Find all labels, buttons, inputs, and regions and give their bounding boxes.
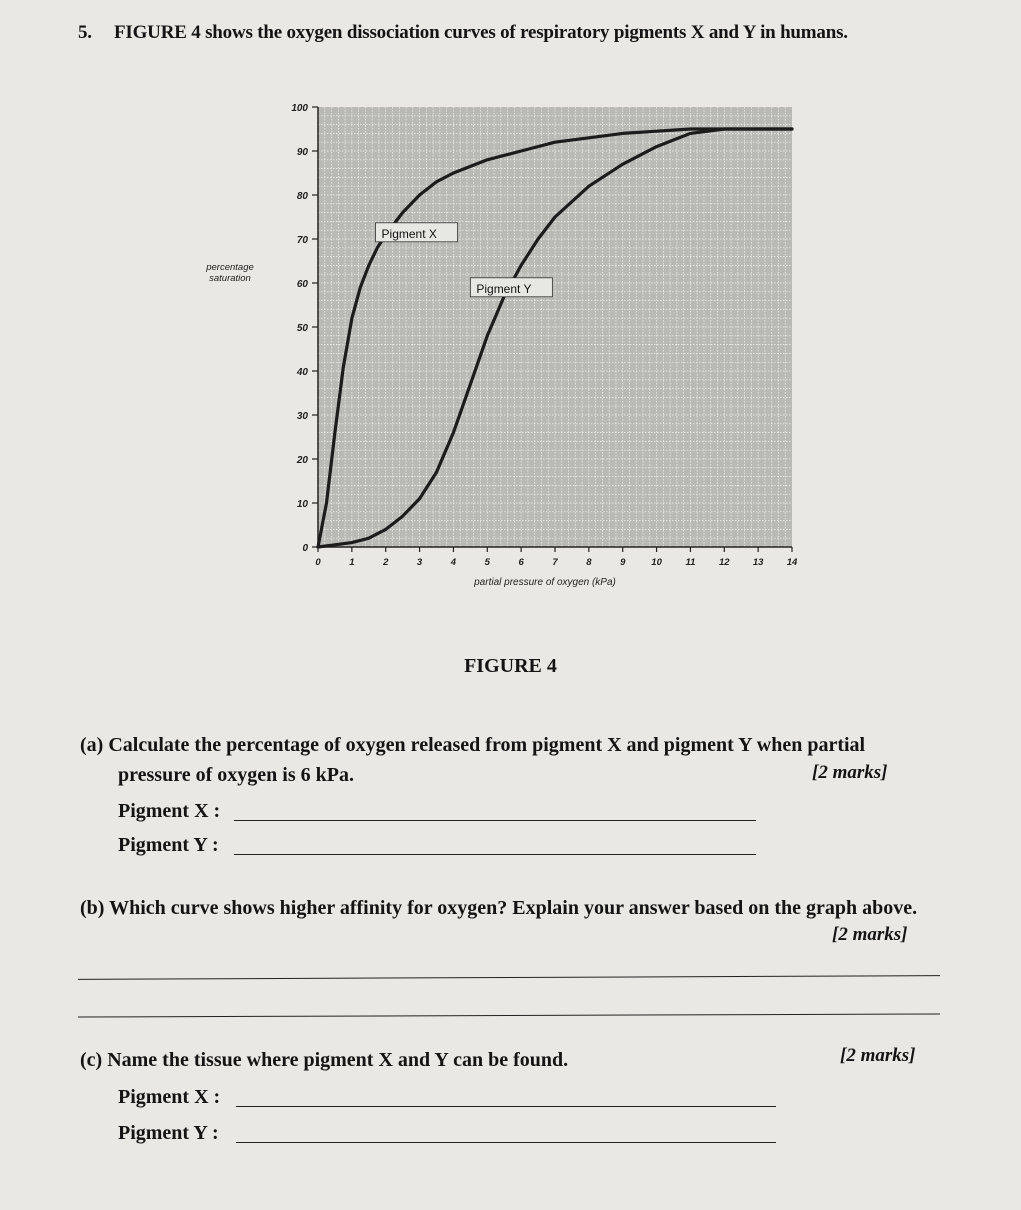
y-tick-label: 0 xyxy=(302,543,308,554)
pigment-y-annotation: Pigment Y xyxy=(476,281,532,296)
x-tick-label: 2 xyxy=(383,557,389,568)
part-a-text-1: Calculate the percentage of oxygen released from pigment X and pigment Y when partial xyxy=(108,734,866,756)
x-tick-label: 9 xyxy=(620,557,626,568)
x-tick-label: 4 xyxy=(450,557,457,568)
x-tick-label: 6 xyxy=(518,557,524,568)
part-a-answer-y-line[interactable] xyxy=(234,854,756,855)
x-tick-label: 7 xyxy=(552,557,558,568)
part-a-text-2: pressure of oxygen is 6 kPa. xyxy=(118,764,354,786)
part-c xyxy=(80,1045,568,1075)
part-a xyxy=(80,730,865,760)
y-tick-label: 80 xyxy=(296,191,308,202)
part-a-label: (a) xyxy=(80,734,104,756)
part-a-answer-x-label: Pigment X : xyxy=(118,800,221,822)
part-c-label: (c) xyxy=(80,1049,103,1071)
part-a-marks-text: [2 marks] xyxy=(812,762,888,783)
part-b-answer-line-1[interactable] xyxy=(78,975,940,980)
part-b-answer-line-2[interactable] xyxy=(78,1013,940,1017)
x-tick-label: 5 xyxy=(484,557,490,568)
pigment-x-annotation: Pigment X xyxy=(381,226,437,241)
part-b-label: (b) xyxy=(80,897,105,919)
oxygen-dissociation-chart xyxy=(190,95,830,615)
part-b-text: Which curve shows higher affinity for oxygen? Explain your answer based on the graph above. xyxy=(109,897,918,919)
question-number: 5. xyxy=(78,22,92,43)
x-tick-label: 11 xyxy=(685,557,696,568)
y-tick-label: 30 xyxy=(296,411,308,422)
y-tick-label: 90 xyxy=(296,147,308,158)
part-c-answer-x-line[interactable] xyxy=(236,1106,776,1107)
y-tick-label: 100 xyxy=(291,103,308,114)
part-b-marks-text: [2 marks] xyxy=(832,924,908,945)
part-c-answer-y-line[interactable] xyxy=(236,1142,776,1143)
y-tick-label: 70 xyxy=(296,235,308,246)
part-b-marks xyxy=(832,924,907,946)
y-tick-label: 40 xyxy=(296,367,308,378)
question-stem-text: FIGURE 4 shows the oxygen dissociation curves of respiratory pigments X and Y in humans. xyxy=(114,22,848,43)
part-c-answer-x xyxy=(118,1086,220,1109)
part-c-answer-x-label: Pigment X : xyxy=(118,1086,221,1108)
x-tick-label: 0 xyxy=(315,557,321,568)
y-tick-label: 10 xyxy=(296,499,308,510)
x-tick-label: 1 xyxy=(349,557,355,568)
part-c-marks-text: [2 marks] xyxy=(840,1045,916,1066)
y-axis-label: percentage saturation xyxy=(206,261,254,284)
part-b xyxy=(80,893,917,923)
x-tick-label: 3 xyxy=(416,557,423,568)
y-tick-label: 20 xyxy=(296,455,308,466)
part-c-text: Name the tissue where pigment X and Y can be found. xyxy=(107,1049,569,1071)
part-a-answer-x-line[interactable] xyxy=(234,820,756,821)
part-a-answer-y xyxy=(118,834,219,857)
part-c-answer-y-label: Pigment Y : xyxy=(118,1122,219,1144)
x-tick-label: 10 xyxy=(651,557,662,568)
x-axis-label: partial pressure of oxygen (kPa) xyxy=(474,577,616,588)
part-a-line-2 xyxy=(118,760,354,790)
part-a-answer-y-label: Pigment Y : xyxy=(118,834,219,856)
part-a-marks xyxy=(812,762,887,784)
part-c-marks xyxy=(840,1045,915,1067)
x-tick-label: 13 xyxy=(752,557,764,568)
part-c-answer-y xyxy=(118,1122,219,1145)
x-tick-label: 12 xyxy=(718,557,730,568)
part-a-answer-x xyxy=(118,800,220,823)
figure-caption: FIGURE 4 xyxy=(464,655,557,677)
x-tick-label: 8 xyxy=(586,557,592,568)
question-stem xyxy=(78,22,958,44)
x-tick-label: 14 xyxy=(786,557,798,568)
y-tick-label: 50 xyxy=(296,323,308,334)
y-tick-label: 60 xyxy=(296,279,308,290)
